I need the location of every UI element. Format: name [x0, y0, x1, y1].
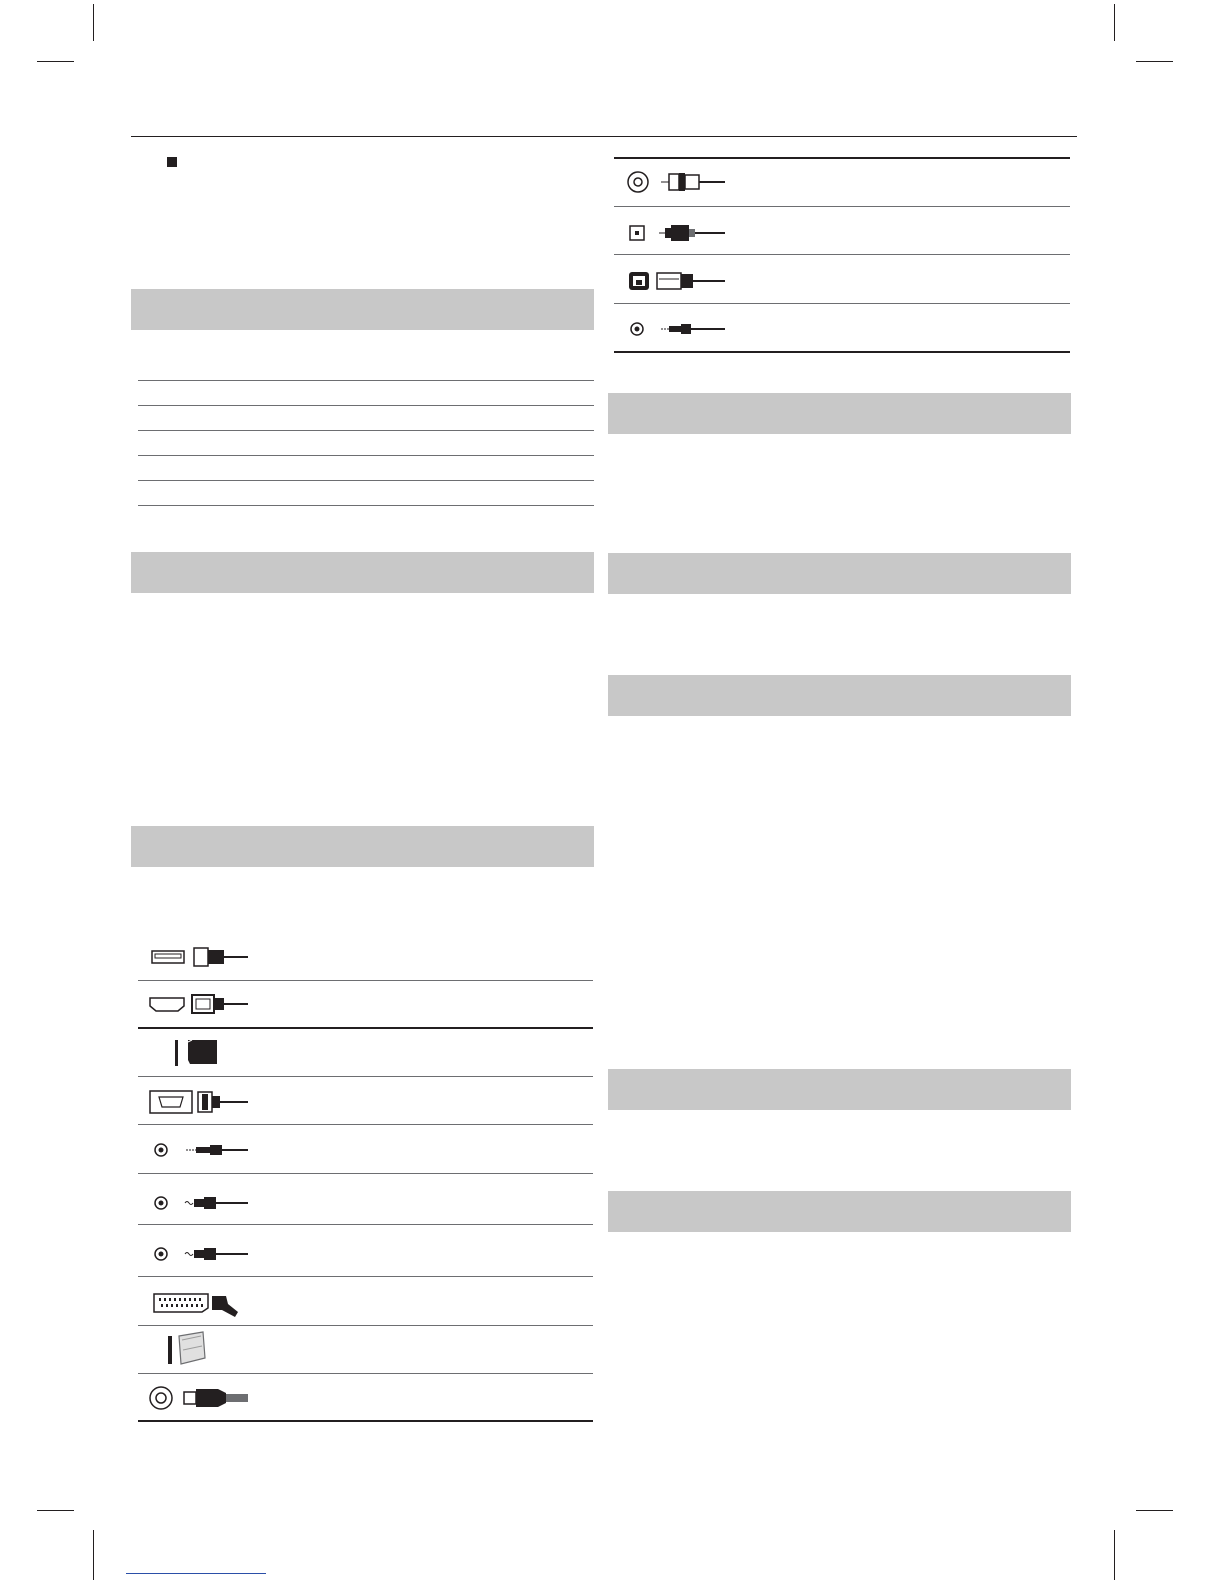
hdmi-port-icon: [148, 992, 250, 1016]
table-row-line: [138, 380, 594, 381]
sd-card-slot-icon: [172, 1038, 222, 1068]
table-row-line: [138, 505, 594, 506]
crop-mark-top-left-v: [93, 4, 94, 41]
rf-antenna-port-icon: [148, 1384, 250, 1412]
usb-port-icon: [150, 945, 250, 969]
connector-row-line: [614, 157, 1070, 159]
section-band-6: [608, 675, 1071, 716]
crop-mark-top-left-h: [37, 61, 74, 62]
scart-port-icon: [152, 1290, 244, 1320]
section-band-7: [608, 1069, 1071, 1110]
satellite-port-icon: [625, 169, 727, 195]
crop-mark-bottom-right-h: [1136, 1510, 1173, 1511]
optical-port-icon: [625, 220, 727, 246]
crop-mark-bottom-right-v: [1114, 1530, 1115, 1580]
section-band-8: [608, 1191, 1071, 1232]
audio-jack-icon: [152, 1140, 250, 1160]
section-band-2: [131, 552, 594, 593]
connector-row-line: [138, 1373, 593, 1374]
connector-row-line: [614, 206, 1070, 207]
table-row-line: [138, 455, 594, 456]
crop-mark-top-right-h: [1136, 61, 1173, 62]
lan-port-icon: [625, 268, 727, 294]
connector-row-line: [138, 1276, 593, 1277]
section-band-1: [131, 289, 594, 330]
headphone-jack-icon: [152, 1244, 250, 1264]
section-band-3: [131, 826, 594, 867]
connector-row-line: [138, 1076, 593, 1077]
table-row-line: [138, 430, 594, 431]
mini-jack-icon: [627, 319, 727, 339]
bullet-square: [167, 157, 177, 167]
vga-port-icon: [148, 1088, 250, 1116]
header-rule: [131, 136, 1077, 137]
ci-card-slot-icon: [165, 1330, 215, 1368]
crop-mark-bottom-left-h: [37, 1510, 74, 1511]
connector-row-line: [614, 303, 1070, 304]
connector-row-line: [614, 254, 1070, 255]
connector-row-line: [138, 1224, 593, 1225]
connector-row-line: [138, 1325, 593, 1326]
connector-row-line: [614, 351, 1070, 353]
av-in-jack-icon: [152, 1193, 250, 1213]
crop-mark-top-right-v: [1114, 4, 1115, 41]
footer-link-underline[interactable]: [126, 1573, 266, 1574]
section-band-4: [608, 393, 1071, 434]
connector-row-line: [138, 1420, 593, 1422]
section-band-5: [608, 553, 1071, 594]
connector-row-line: [138, 980, 593, 981]
connector-row-line: [138, 1027, 593, 1029]
connector-row-line: [138, 1173, 593, 1174]
connector-row-line: [138, 1124, 593, 1125]
crop-mark-bottom-left-v: [93, 1530, 94, 1580]
table-row-line: [138, 405, 594, 406]
table-row-line: [138, 480, 594, 481]
